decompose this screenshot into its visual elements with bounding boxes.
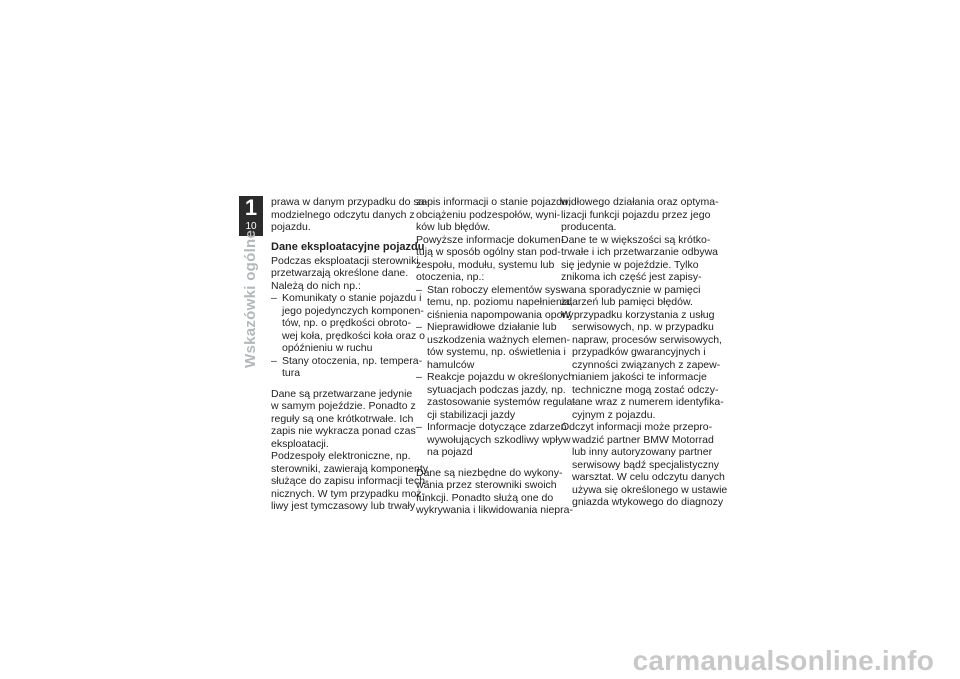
text-line: znikoma ich część jest zapisy- [561, 271, 702, 283]
text-line: cji stabilizacji jazdy [427, 408, 516, 421]
text-line: ciśnienia napompowania opony [427, 308, 574, 321]
text-line: serwisowych, np. w przypadku [572, 321, 714, 333]
bullet-list [271, 292, 425, 380]
text-line: prawa w danym przypadku do sa- [271, 196, 428, 208]
text-line: na pojazd [427, 446, 473, 458]
text-line: opóźnieniu w ruchu [282, 342, 373, 354]
text-line: Dane są niezbędne do wykony- [416, 466, 563, 479]
paragraph [271, 254, 419, 293]
paragraph [416, 196, 571, 234]
paragraph [416, 233, 565, 284]
text-line: nicznych. W tym przypadku moż- [271, 487, 426, 500]
list-item [416, 283, 574, 322]
text-line: zastosowanie systemów regula- [427, 396, 576, 408]
text-line: otoczenia, np.: [416, 271, 485, 283]
chapter-number: 1 [244, 195, 258, 220]
text-line: sterowniki, zawierają komponenty [271, 462, 428, 475]
text-line: modzielnego odczytu danych z [271, 208, 415, 221]
text-line: Dane te w większości są krótko- [561, 233, 711, 246]
text-line: producenta. [561, 221, 617, 233]
text-line: wania przez sterowniki swoich [416, 479, 557, 491]
watermark: carmanualsonline.info [632, 645, 934, 676]
page-number: 10 [245, 221, 257, 232]
text-line: używa się określonego w ustawie [572, 483, 728, 496]
text-line: zapis informacji o stanie pojazdu, [416, 196, 571, 208]
text-line: – Stany otoczenia, np. tempera- [282, 354, 423, 367]
text-line: techniczne mogą zostać odczy- [572, 383, 719, 396]
text-line: Należą do nich np.: [271, 279, 361, 292]
text-line: – Nieprawidłowe działanie lub [427, 321, 557, 333]
text-line: sytuacjach podczas jazdy, np. [427, 383, 566, 396]
text-line: obciążeniu podzespołów, wyni- [416, 208, 561, 221]
text-line: temu, np. poziomu napełnienia, [427, 296, 573, 308]
paragraph [561, 308, 724, 422]
text-line: trwałe i ich przetwarzanie odbywa [561, 246, 718, 258]
text-line: tów, np. o prędkości obroto- [282, 317, 411, 329]
paragraph [561, 233, 718, 309]
text-line: cyjnym z pojazdu. [572, 408, 656, 421]
paragraph [416, 466, 573, 517]
text-line: W przypadku korzystania z usług [561, 308, 715, 321]
text-line: Podczas eksploatacji sterowniki [271, 254, 419, 267]
paragraph [271, 196, 428, 234]
paragraph [271, 387, 416, 451]
text-line: czynności związanych z zapew- [572, 358, 721, 371]
text-line: nianiem jakości te informacje [572, 371, 707, 383]
list-item [416, 371, 576, 421]
text-line: tują w sposób ogólny stan pod- [416, 246, 561, 258]
text-line: jego pojedynczych komponen- [282, 304, 424, 317]
section-heading: Dane eksploatacyjne pojazdu [271, 240, 425, 253]
text-line: lub inny autoryzowany partner [572, 446, 713, 458]
text-line: reguły są one krótkotrwałe. Ich [271, 412, 414, 425]
text-line: zapis nie wykracza ponad czas [271, 425, 416, 437]
list-item [271, 354, 423, 380]
paragraph [271, 450, 429, 513]
text-line: wywołujących szkodliwy wpływ [427, 433, 571, 446]
text-line: Odczyt informacji może przepro- [561, 421, 713, 433]
text-column-1 [271, 196, 429, 513]
text-line: napraw, procesów serwisowych, [572, 333, 722, 346]
list-item [271, 292, 425, 355]
list-item [416, 321, 570, 371]
text-line: serwisowy bądź specjalistyczny [572, 458, 720, 471]
text-line: tów systemu, np. oświetlenia i [427, 346, 566, 358]
text-column-2 [416, 196, 576, 517]
text-line: przetwarzają określone dane. [271, 267, 409, 279]
text-line: ków lub błędów. [416, 221, 491, 233]
text-line: Podzespoły elektroniczne, np. [271, 450, 411, 462]
text-line: funkcji. Ponadto służą one do [416, 491, 554, 504]
text-line: liwy jest tymczasowy lub trwały [271, 500, 416, 512]
text-line: tane wraz z numerem identyfika- [572, 396, 724, 408]
text-line: służące do zapisu informacji tech- [271, 475, 429, 487]
text-line: przypadków gwarancyjnych i [572, 346, 706, 358]
text-line: – Komunikaty o stanie pojazdu i [282, 292, 422, 304]
text-line: wykrywania i likwidowania niepra- [416, 504, 573, 516]
text-line: pojazdu. [271, 221, 311, 233]
text-line: się jedynie w pojeździe. Tylko [561, 258, 699, 271]
text-line: w samym pojeździe. Ponadto z [271, 400, 416, 412]
text-line: wej koła, prędkości koła oraz o [282, 329, 425, 342]
text-line: zespołu, modułu, systemu lub [416, 258, 555, 271]
text-line: warsztat. W celu odczytu danych [572, 471, 725, 483]
bullet-list [416, 283, 576, 459]
text-line: eksploatacji. [271, 437, 329, 450]
text-line: – Informacje dotyczące zdarzeń [427, 421, 567, 433]
text-line: tura [282, 367, 301, 379]
text-line: hamulców [427, 358, 475, 371]
text-line: uszkodzenia ważnych elemen- [427, 333, 570, 346]
paragraph [561, 196, 719, 234]
text-line: wadzić partner BMW Motorrad [572, 433, 714, 446]
text-line: Powyższe informacje dokumen- [416, 233, 565, 246]
text-line: zdarzeń lub pamięci błędów. [561, 296, 693, 308]
chapter-title: Wskazówki ogólne [242, 229, 259, 368]
text-line: – Reakcje pojazdu w określonych [427, 371, 575, 383]
text-line: widłowego działania oraz optyma- [561, 196, 719, 208]
text-line: – Stan roboczy elementów sys- [427, 283, 565, 296]
text-column-3 [561, 196, 728, 509]
text-line: gniazda wtykowego do diagnozy [572, 496, 724, 508]
list-item [416, 421, 571, 459]
text-line: wana sporadycznie w pamięci [561, 283, 701, 296]
paragraph [561, 421, 728, 509]
text-line: lizacji funkcji pojazdu przez jego [561, 208, 711, 221]
text-line: Dane są przetwarzane jedynie [271, 387, 413, 400]
